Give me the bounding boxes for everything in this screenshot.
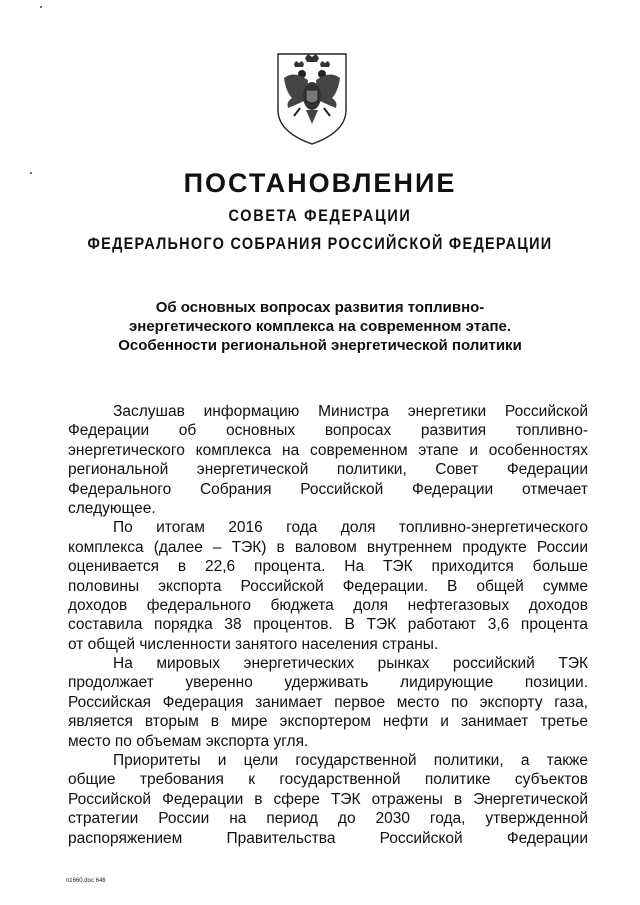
subject-line: Особенности региональной энергетической политики — [118, 337, 522, 354]
document-title: ПОСТАНОВЛЕНИЕ — [183, 168, 457, 198]
paragraph-4 — [68, 751, 588, 848]
paragraph-1 — [68, 402, 588, 518]
body-line: Федерального Собрания Российской Федерации отмечает — [68, 480, 588, 498]
body-line: комплекса (далее – ТЭК) в валовом внутреннем продукте России — [68, 538, 588, 556]
issuer-line-1: СОВЕТА ФЕДЕРАЦИИ — [228, 206, 412, 225]
body-line: продолжает уверенно удерживать лидирующие позиции. — [68, 674, 588, 692]
document-subject — [80, 298, 560, 355]
body-line: общие требования к государственной политике субъектов — [68, 771, 588, 789]
body-line: На мировых энергетических рынках российский ТЭК — [113, 655, 588, 673]
body-line: следующее. — [68, 499, 156, 517]
paragraph-3 — [68, 654, 588, 751]
body-line: Федерации об основных вопросах развития топливно- — [68, 422, 588, 440]
document-reference: п1660.doc 646 — [66, 878, 106, 884]
body-line: оценивается в 22,6 процента. На ТЭК приходится больше — [68, 558, 588, 576]
body-line: половины экспорта Российской Федерации. В общей сумме — [68, 577, 588, 595]
body-line: стратегии России на период до 2030 года, утвержденной — [68, 810, 588, 828]
body-line: Приоритеты и цели государственной политики, а также — [113, 752, 588, 770]
body-line: распоряжением Правительства Российской Федерации — [68, 829, 588, 847]
subject-line: энергетического комплекса на современном этапе. — [128, 318, 512, 335]
body-line: составила порядка 38 процентов. В ТЭК работают 3,6 процента — [68, 616, 588, 634]
body-line: энергетического комплекса на современном этапе и особенностях — [68, 441, 588, 459]
body-line: место по объемам экспорта угля. — [68, 732, 309, 750]
subject-line: Об основных вопросах развития топливно- — [155, 299, 485, 316]
body-line: доходов федерального бюджета доля нефтегазовых доходов — [68, 596, 588, 614]
body-line: региональной энергетической политики, Совет Федерации — [68, 461, 588, 479]
body-line: Российской Федерации в сфере ТЭК отражены в Энергетической — [68, 790, 588, 808]
paragraph-2 — [68, 518, 588, 654]
coat-of-arms-icon — [272, 48, 352, 148]
scan-speck — [30, 172, 32, 174]
document-body — [68, 402, 588, 848]
body-line: является вторым в мире экспортером нефти и занимает третье — [68, 713, 588, 731]
body-line: Заслушав информацию Министра энергетики Российской — [113, 403, 588, 420]
body-line: от общей численности занятого населения страны. — [68, 635, 439, 653]
body-line: Российская Федерация занимает первое место по экспорту газа, — [68, 693, 588, 711]
issuer-line-2: ФЕДЕРАЛЬНОГО СОБРАНИЯ РОССИЙСКОЙ ФЕДЕРАЦИИ — [87, 234, 553, 253]
body-line: По итогам 2016 года доля топливно-энергетического — [113, 519, 588, 537]
scan-speck — [40, 6, 42, 8]
